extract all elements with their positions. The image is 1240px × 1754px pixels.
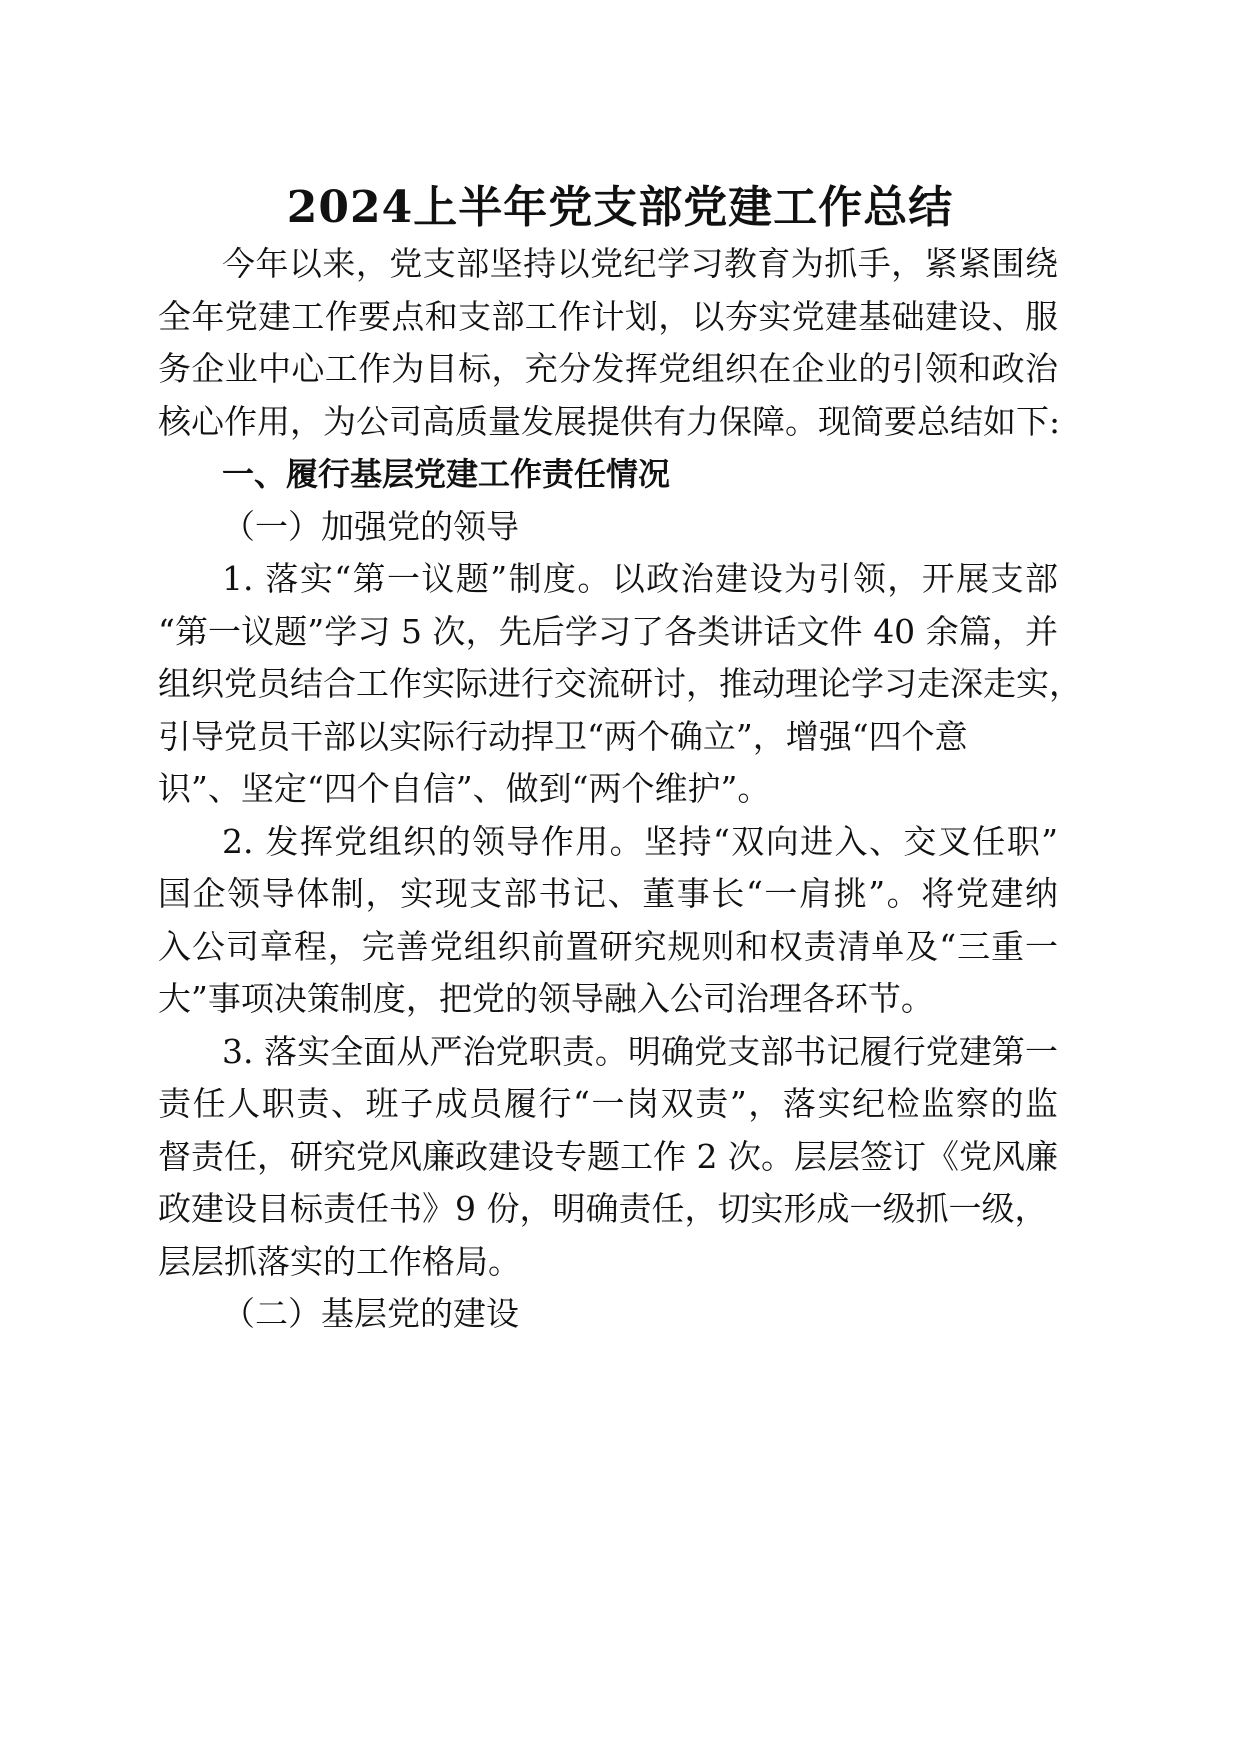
paragraph-line: 引导党员干部以实际行动捍卫“两个确立”，增强“四个意 [158,717,968,756]
paragraph-line: 全年党建工作要点和支部工作计划，以夯实党建基础建设、服 [158,297,1058,336]
paragraph-line: 督责任，研究党风廉政建设专题工作 2 次。层层签订《党风廉 [158,1137,1058,1176]
paragraph-line: 识”、坚定“四个自信”、做到“两个维护”。 [158,769,771,808]
paragraph-line: 大”事项决策制度，把党的领导融入公司治理各环节。 [158,979,934,1018]
document-title: 2024上半年党支部党建工作总结 [286,182,954,233]
paragraph-line: 国企领导体制，实现支部书记、董事长“一肩挑”。将党建纳 [158,874,1058,913]
paragraph-line: 今年以来，党支部坚持以党纪学习教育为抓手，紧紧围绕 [222,244,1058,283]
paragraph-line: 3. 落实全面从严治党职责。明确党支部书记履行党建第一 [222,1032,1058,1071]
paragraph-line: 组织党员结合工作实际进行交流研讨，推动理论学习走深走实， [158,664,1082,703]
section-heading: 一、履行基层党建工作责任情况 [222,455,671,493]
paragraph-line: 核心作用，为公司高质量发展提供有力保障。现简要总结如下: [158,402,1061,441]
paragraph-line: 入公司章程，完善党组织前置研究规则和权责清单及“三重一 [158,927,1058,966]
paragraph-line: 责任人职责、班子成员履行“一岗双责”，落实纪检监察的监 [158,1084,1058,1123]
paragraph-line: 务企业中心工作为目标，充分发挥党组织在企业的引领和政治 [158,349,1058,388]
subsection-heading: （二）基层党的建设 [222,1294,519,1333]
paragraph-line: 层层抓落实的工作格局。 [158,1242,521,1281]
subsection-heading: （一）加强党的领导 [222,507,519,546]
paragraph-line: “第一议题”学习 5 次，先后学习了各类讲话文件 40 余篇，并 [158,612,1058,651]
paragraph-line: 2. 发挥党组织的领导作用。坚持“双向进入、交叉任职” [222,822,1058,861]
paragraph-line: 政建设目标责任书》9 份，明确责任，切实形成一级抓一级， [158,1189,1048,1228]
paragraph-line: 1. 落实“第一议题”制度。以政治建设为引领，开展支部 [222,559,1058,598]
